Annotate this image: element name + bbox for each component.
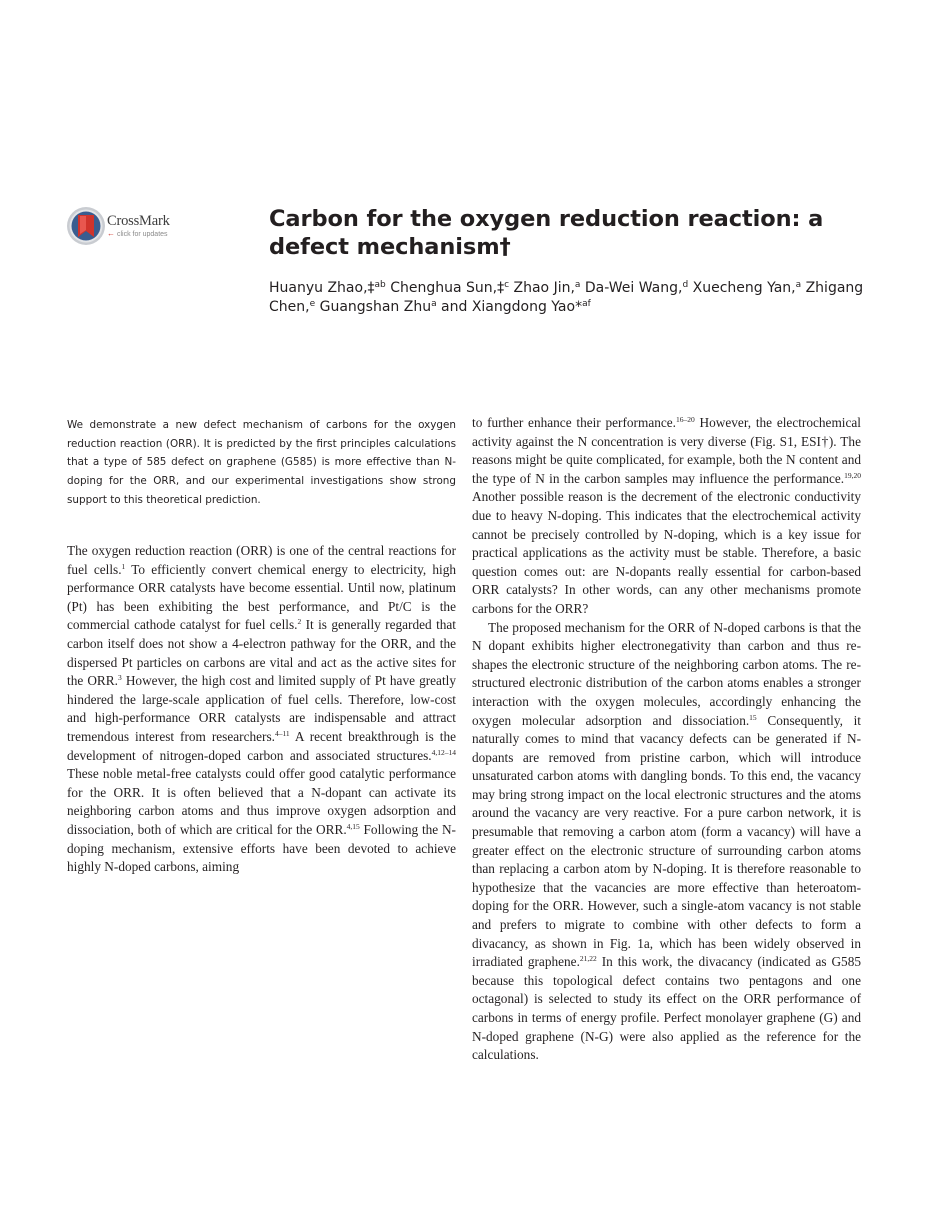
author-affiliation-marker: a — [431, 299, 437, 309]
citation-marker[interactable]: 4,12–14 — [431, 747, 456, 757]
citation-marker[interactable]: 1 — [121, 561, 126, 571]
body-text: Another possible reason is the decrement of the electronic conductivity due to heavy N-doping. This indicates that the electrochemical activity cannot be precisely controlled by N-doping, which is a key issue for practical applications as the activity must be stable. Therefore, a basic question comes out: are N-dopants really essential for carbon-based ORR catalysts? In other words, can any other mechanisms promote carbons for the ORR? — [472, 489, 861, 616]
crossmark-badge[interactable] — [66, 206, 241, 250]
body-text: Following the N-doping mechanism, extensive efforts have been devoted to achieve highly N-doped carbons, aiming — [67, 821, 456, 875]
body-right-column — [472, 414, 861, 1065]
author-name: Xiangdong Yao* — [471, 299, 583, 315]
author-affiliation-marker: a — [574, 280, 581, 290]
author-list: Huanyu Zhao,‡$^{ab}$ Chenghua Sun,‡$^c$ Zhao Jin,$^a$ Da-Wei Wang,$^d$ Xuecheng Yan,$^a$ Zhigang Chen,$^e$ Guangshan Zhu$^a$ and Xiangdong Yao*$^{af}$ — [269, 280, 864, 315]
author-name: Zhigang Chen, — [269, 280, 864, 315]
body-paragraph — [67, 542, 456, 877]
author-name: Huanyu Zhao,‡ — [269, 280, 375, 296]
citation-marker[interactable]: 16–20 — [676, 415, 695, 424]
author-name: Zhao Jin, — [513, 280, 575, 296]
citation-marker[interactable]: 4,15 — [346, 821, 360, 831]
author-name: Da-Wei Wang, — [584, 280, 683, 296]
author-affiliation-marker: af — [582, 299, 591, 309]
body-text: To efficiently convert chemical energy to electricity, high performance ORR catalysts have become essential. Until now, platinum (Pt) has been exhibiting the best performance, and Pt/C is the commercial cathode catalyst for fuel cells. — [67, 561, 456, 633]
author-affiliation-marker: a — [795, 280, 802, 290]
citation-marker[interactable]: 21,22 — [579, 954, 597, 964]
arrow-left-icon: ← — [107, 229, 115, 238]
body-paragraph — [472, 619, 861, 1065]
body-text: These noble metal-free catalysts could offer good catalytic performance for the ORR. It is often believed that a N-dopant can activate its neighboring carbon atoms and thus improve oxygen adsorption and dissociation, both of which are critical for the ORR. — [67, 766, 456, 837]
abstract: We demonstrate a new defect mechanism of carbons for the oxygen reduction reaction (ORR). It is predicted by the first principles calculations that a type of 585 defect on graphene (G585) is more effective than N-doping for the ORR, and our experimental investigations show strong support to this theoretical prediction. — [67, 419, 456, 506]
citation-marker[interactable]: 2 — [297, 617, 302, 627]
author-affiliation-marker: d — [682, 280, 689, 290]
body-text: However, the high cost and limited supply of Pt have greatly hindered the large-scale application of fuel cells. Therefore, low-cost and high-performance ORR catalysts are indispensable and attract tremendous interest from researchers. — [67, 673, 456, 744]
body-text: Consequently, it naturally comes to mind that vacancy defects can be generated if N-dopants are removed from pristine carbon, which will introduce unsaturated carbon atoms with dangling bonds. To this end, the vacancy may bring strong impact on the local electronic structures and the atoms around the vacancy are very reactive. For a pure carbon network, it is presumable that removing a carbon atom (form a vacancy) will have a greater effect on the electronic structure of surrounding carbon atoms than replacing a carbon atom by N-doping. It is therefore reasonable to hypothesize that the vacancies are more effective than heteroatom-doping for the ORR. However, such a single-atom vacancy is not stable and prefers to migrate to combine with other defects to form a divacancy, as shown in Fig. 1a, which has been widely observed in irradiated graphene. — [472, 712, 861, 970]
body-text: It is generally regarded that carbon itself does not show a 4-electron pathway for the ORR, and the dispersed Pt particles on carbons are vital and act as the active sites for the ORR. — [67, 617, 457, 689]
author-name: Xuecheng Yan, — [692, 280, 796, 296]
citation-marker[interactable]: 15 — [749, 712, 757, 722]
author-affiliation-marker: ab — [374, 280, 386, 290]
body-text: However, the electrochemical activity against the N concentration is very diverse (Fig. S1, ESI†). The reasons might be quite complicated, for example, both the N content and the type of N in the carbon samples may influence the performance. — [472, 415, 861, 486]
citation-marker[interactable]: 4–11 — [274, 728, 290, 738]
body-text: The proposed mechanism for the ORR of N-doped carbons is that the N dopant exhibits higher electronegativity than carbon and thus re-shapes the electronic structure of the neighboring carbon atoms. The re-structured electronic distribution of the carbon atoms enables a stronger interaction with the oxygen molecules, accordingly enhancing the oxygen molecular adsorption and dissociation. — [472, 619, 861, 728]
body-text: The oxygen reduction reaction (ORR) is one of the central reactions for fuel cells. — [67, 543, 456, 577]
crossmark-icon — [66, 206, 106, 246]
author-affiliation-marker: c — [504, 280, 510, 290]
crossmark-subtitle-text: click for updates — [116, 231, 168, 238]
article-title: Carbon for the oxygen reduction reaction: a defect mechanism† — [269, 206, 824, 260]
body-paragraph — [472, 414, 861, 619]
body-left-column — [67, 542, 456, 877]
body-text: to further enhance their performance. — [472, 415, 677, 430]
author-name: Guangshan Zhu — [319, 299, 432, 315]
citation-marker[interactable]: 3 — [118, 673, 122, 683]
author-affiliation-marker: e — [309, 299, 316, 309]
crossmark-title: CrossMark — [107, 213, 170, 229]
citation-marker[interactable]: 19,20 — [844, 470, 861, 480]
body-text: In this work, the divacancy (indicated as G585 because this topological defect contains two pentagons and one octagonal) is selected to study its effect on the ORR performance of carbons in terms of energy profile. Perfect monolayer graphene (G) and N-doped graphene (N-G) were also applied as the reference for the calculations. — [472, 954, 861, 1063]
crossmark-subtitle[interactable] — [107, 229, 168, 238]
author-name: Chenghua Sun,‡ — [390, 280, 505, 296]
body-text: A recent breakthrough is the development of nitrogen-doped carbon and associated structures. — [67, 728, 456, 763]
